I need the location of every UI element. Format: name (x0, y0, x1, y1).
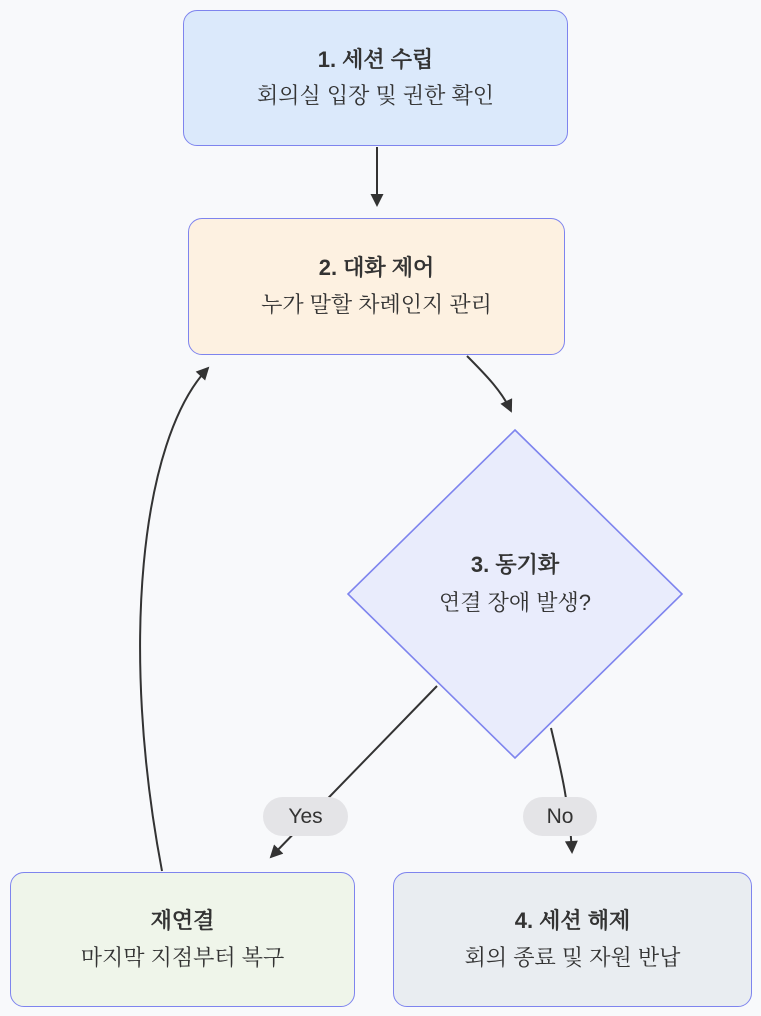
node-reconnect-subtitle: 마지막 지점부터 복구 (80, 944, 285, 970)
node-session-setup (183, 10, 568, 146)
node-reconnect (10, 872, 355, 1007)
edge-control-to-decision (467, 356, 511, 411)
node-reconnect-title: 재연결 (150, 908, 215, 934)
node-sync-decision (395, 552, 635, 617)
node-session-teardown-title: 4. 세션 해제 (514, 908, 631, 934)
node-conversation-control-title: 2. 대화 제어 (318, 255, 435, 281)
node-conversation-control-subtitle: 누가 말할 차례인지 관리 (261, 291, 492, 317)
edge-label-no: No (523, 797, 597, 836)
edge-reconnect-to-control (140, 368, 208, 871)
node-sync-decision-title: 3. 동기화 (470, 552, 560, 577)
node-session-teardown-subtitle: 회의 종료 및 자원 반납 (464, 944, 681, 970)
node-session-setup-subtitle: 회의실 입장 및 권한 확인 (257, 83, 494, 108)
node-sync-decision-subtitle: 연결 장애 발생? (439, 590, 591, 616)
node-session-teardown (393, 872, 752, 1007)
edge-label-yes: Yes (263, 797, 348, 836)
node-session-setup-title: 1. 세션 수립 (317, 46, 434, 72)
node-conversation-control (188, 218, 565, 355)
